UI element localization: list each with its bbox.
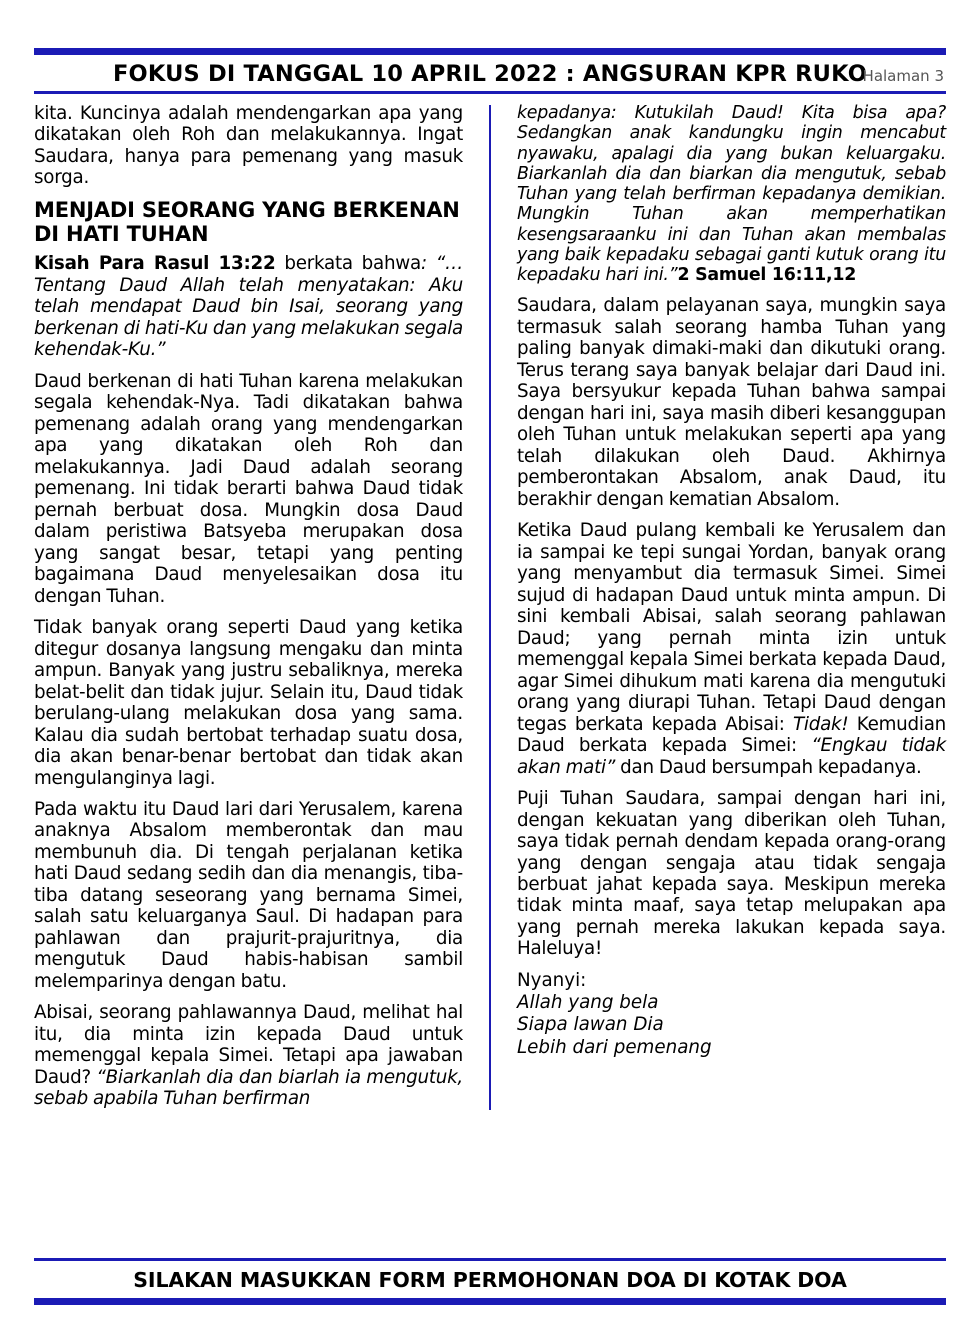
scripture-quote: : “…Tentang Daud Allah telah menyatakan: Aku telah mendapat Daud bin Isai, seorang yang berkenan di hati-Ku dan yang melakukan segala kehendak-Ku.” [34,253,463,361]
article-columns [34,103,946,1110]
footer-message: SILAKAN MASUKKAN FORM PERMOHONAN DOA DI KOTAK DOA [133,1268,847,1292]
quote-text: kepadanya: Kutukilah Daud! Kita bisa apa? Sedangkan anak kandungku ingin mencabut nyawaku, apalagi dia yang bukan keluargaku. Biarkanlah dia dan biarkan dia mengutuk, sebab Tuhan yang telah berfirman kepadanya demikian. Mungkin Tuhan akan memperhatikan kesengsaraanku ini dan Tuhan akan membalas yang baik kepadaku sebagai ganti kutuk orang itu kepadaku hari ini.” [516,103,946,286]
newsletter-page [0,48,980,1325]
closing-paragraph: Puji Tuhan Saudara, sampai dengan hari ini, dengan kekuatan yang diberikan oleh Tuhan, saya tidak pernah dendam kepada orang-orang yang dengan sengaja atau tidak sengaja berbuat jahat kepada saya. Meskipun mereka tidak minta maaf, saya tetap melupakan apa yang pernah mereka lakukan kepada saya. Haleluya! [516,788,946,960]
right-column [517,103,946,1110]
paragraph-text-3: dan Daud bersumpah kepadanya. [615,756,922,778]
left-column [34,103,463,1110]
footer-divider-bottom [34,1298,946,1305]
paragraph-text: Abisai, seorang pahlawannya Daud, melihat hal itu, dia minta izin kepada Daud untuk memenggal kepala Simei. Tetapi apa jawaban Daud? [34,1002,463,1088]
column-divider [489,105,491,1110]
top-divider [34,48,946,55]
scripture-lead: berkata bahwa [275,253,421,275]
page-number-label: Halaman 3 [862,67,944,85]
paragraph-simei [517,520,946,778]
left-intro-paragraph: kita. Kuncinya adalah mendengarkan apa yang dikatakan oleh Roh dan melakukannya. Ingat Saudara, hanya para pemenang yang masuk sorga. [34,103,463,189]
song-label: Nyanyi: [516,969,587,991]
page-footer [34,1258,946,1305]
quote-start: “Biarkanlah dia dan biarlah ia mengutuk, sebab apabila Tuhan berfirman [34,1066,463,1110]
paragraph: Tidak banyak orang seperti Daud yang ketika ditegur dosanya langsung mengaku dan minta ampun. Banyak yang justru sebaliknya, mereka belat-belit dan tidak jujur. Selain itu, Daud tidak berulang-ulang melakukan dosa yang sama. Kalau dia sudah bertobat terhadap suatu dosa, dia akan benar-benar bertobat dan tidak akan mengulanginya lagi. [34,617,463,789]
paragraph: Daud berkenan di hati Tuhan karena melakukan segala kehendak-Nya. Tadi dikatakan bahwa pemenang adalah orang yang mendengarkan apa yang dikatakan oleh Roh dan melakukannya. Jadi Daud adalah seorang pemenang. Ini tidak berarti bahwa Daud tidak pernah berbuat dosa. Mungkin dosa Daud dalam peristiwa Batsyeba merupakan dosa yang sangat besar, tetapi yang penting bagaimana Daud menyelesaikan dosa itu dengan Tuhan. [34,370,463,607]
song-line: Allah yang bela [516,991,659,1013]
scripture-reference: Kisah Para Rasul 13:22 [34,253,276,275]
paragraph-text-2: Kemudian Daud berkata kepada Simei: [516,713,946,757]
song-line: Lebih dari pemenang [516,1036,712,1058]
paragraph-text: Ketika Daud pulang kembali ke Yerusalem dan ia sampai ke tepi sungai Yordan, banyak orang yang menyambut dia termasuk Simei. Simei sujud di hadapan Daud untuk minta ampun. Di sini kembali Abisai, salah seorang pahlawan Daud; yang pernah minta izin untuk memenggal kepala Simei berkata kepada Daud, agar Simei dihukum mati karena dia mengutuki orang yang diurapi Tuhan. Tetapi Daud dengan tegas berkata kepada Abisai: [516,520,946,735]
page-header [34,55,946,91]
emphasis-tidak: Tidak! [792,713,849,735]
section-heading: MENJADI SEORANG YANG BERKENAN DI HATI TUHAN [34,197,460,246]
paragraph-with-quote [34,1002,463,1109]
song-line: Siapa lawan Dia [516,1014,664,1036]
quote-reference: 2 Samuel 16:11,12 [677,265,857,286]
header-divider [34,91,946,94]
quote-continuation [517,103,946,285]
scripture-intro-paragraph [34,253,463,360]
page-title: FOKUS DI TANGGAL 10 APRIL 2022 : ANGSURAN KPR RUKO [112,61,868,87]
emphasis-engkau-tidak-akan-mati: “Engkau tidak akan mati” [516,735,946,778]
paragraph: Pada waktu itu Daud lari dari Yerusalem, karena anaknya Absalom memberontak dan mau membunuh dia. Di tengah perjalanan ketika hati Daud sedang sedih dan dia menangis, tiba-tiba datang seseorang yang bernama Simei, salah satu keluarganya Saul. Di hadapan para pahlawan dan prajurit-prajuritnya, dia mengutuk Daud habis-habisan sambil melemparinya dengan batu. [34,799,463,992]
paragraph: Saudara, dalam pelayanan saya, mungkin saya termasuk salah seorang hamba Tuhan yang paling banyak dimaki-maki dan dikutuki orang. Terus terang saya banyak belajar dari Daud ini. Saya bersyukur kepada Tuhan bahwa sampai dengan hari ini, saya masih diberi kesanggupan oleh Tuhan untuk melakukan seperti apa yang telah dilakukan oleh Daud. Akhirnya pemberontakan Absalom, anak Daud, itu berakhir dengan kematian Absalom. [516,295,946,510]
